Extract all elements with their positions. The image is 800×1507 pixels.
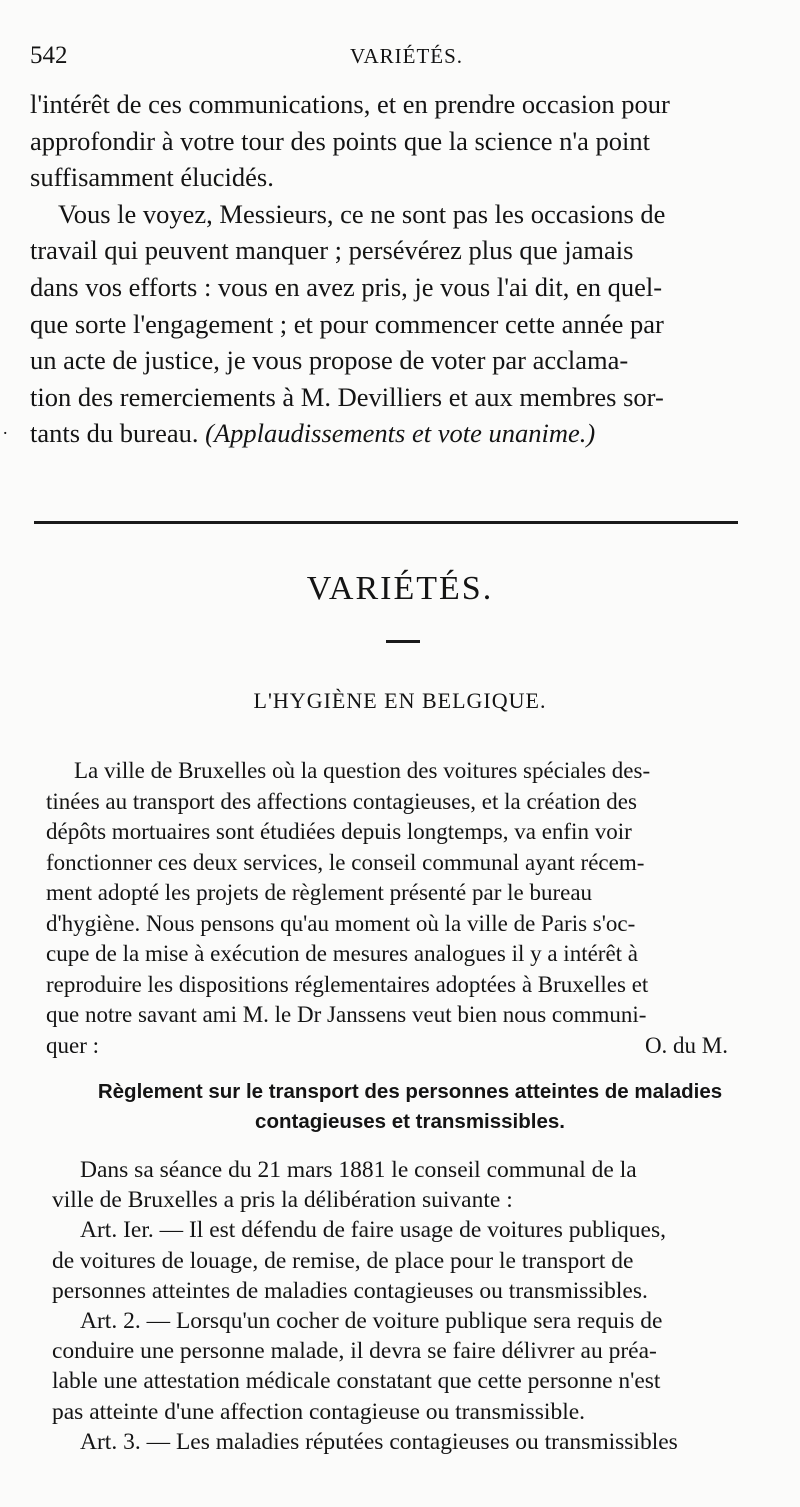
page-header [30, 42, 760, 72]
text-line: dans vos efforts : vous en avez pris, je vous l'ai dit, en quel- [30, 271, 663, 302]
text-line: travail qui peuvent manquer ; persévérez plus que jamais [30, 235, 634, 266]
article-subtitle: L'HYGIÈNE EN BELGIQUE. [253, 688, 547, 713]
title-dash [386, 640, 420, 643]
text-line: d'hygiène. Nous pensons qu'au moment où la ville de Paris s'oc- [46, 910, 636, 936]
belgique-paragraph [46, 756, 768, 1061]
section-divider [34, 521, 738, 524]
regulation-title [40, 1077, 780, 1137]
text-line: reproduire les dispositions réglementaires adoptées à Bruxelles et [46, 971, 649, 997]
text-line: que notre savant ami M. le Dr Janssens veut bien nous communi- [46, 1002, 647, 1027]
article-line: Art. 3. — Les maladies réputées contagieuses ou transmissibles [80, 1428, 678, 1455]
text-line: de voitures de louage, de remise, de place pour le transport de [52, 1247, 634, 1274]
text-line: dépôts mortuaires sont étudiées depuis longtemps, va enfin voir [46, 819, 632, 844]
margin-mark: . [3, 418, 8, 438]
text-line: approfondir à votre tour des points que la science n'a point [30, 125, 650, 156]
text-line: Vous le voyez, Messieurs, ce ne sont pas les occasions de [58, 198, 666, 229]
text-line: fonctionner ces deux services, le conseil communal ayant récem- [46, 849, 645, 875]
regulation-title-line: Règlement sur le transport des personnes atteintes de maladies [97, 1080, 723, 1103]
text-line-start: tants du bureau. [30, 418, 199, 449]
text-line: que sorte l'engagement ; et pour commencer cette année par [30, 308, 664, 339]
text-line: cupe de la mise à exécution de mesures analogues il y a intérêt à [46, 941, 639, 966]
text-line: La ville de Bruxelles où la question des voitures spéciales des- [74, 758, 651, 783]
text-line: l'intérêt de ces communications, et en prendre occasion pour [30, 89, 670, 119]
signature: O. du M. [644, 1032, 728, 1058]
text-line: personnes atteintes de maladies contagieuses ou transmissibles. [52, 1277, 648, 1304]
regulation-body [52, 1155, 782, 1457]
text-line: lable une attestation médicale constatant que cette personne n'est [52, 1368, 661, 1395]
regulation-title-line: contagieuses et transmissibles. [255, 1110, 565, 1133]
text-line: conduire une personne malade, il devra se faire délivrer au préa- [52, 1338, 657, 1365]
article-line: Art. Ier. — Il est défendu de faire usage de voitures publiques, [80, 1217, 667, 1244]
section-title: VARIÉTÉS. [306, 570, 494, 607]
text-line [46, 1031, 768, 1062]
intro-paragraph [30, 86, 752, 452]
text-line: tinées au transport des affections contagieuses, et la création des [46, 788, 637, 814]
applause-note: (Applaudissements et vote unanime.) [205, 418, 596, 449]
text-line: suffisamment élucidés. [30, 162, 274, 193]
running-head: VARIÉTÉS. [350, 44, 464, 68]
text-line: tion des remerciements à M. Devilliers et aux membres sor- [30, 381, 664, 412]
text-line: Dans sa séance du 21 mars 1881 le conseil communal de la [80, 1157, 637, 1183]
text-line [30, 415, 752, 452]
text-line-start: quer : [46, 1032, 100, 1058]
text-line: pas atteinte d'une affection contagieuse ou transmissible. [52, 1398, 586, 1425]
article-line: Art. 2. — Lorsqu'un cocher de voiture publique sera requis de [80, 1308, 663, 1335]
page-number: 542 [30, 42, 68, 69]
text-line: un acte de justice, je vous propose de voter par acclama- [30, 345, 629, 376]
text-line: ville de Bruxelles a pris la délibération suivante : [52, 1187, 513, 1214]
text-line: ment adopté les projets de règlement présenté par le bureau [46, 880, 593, 905]
